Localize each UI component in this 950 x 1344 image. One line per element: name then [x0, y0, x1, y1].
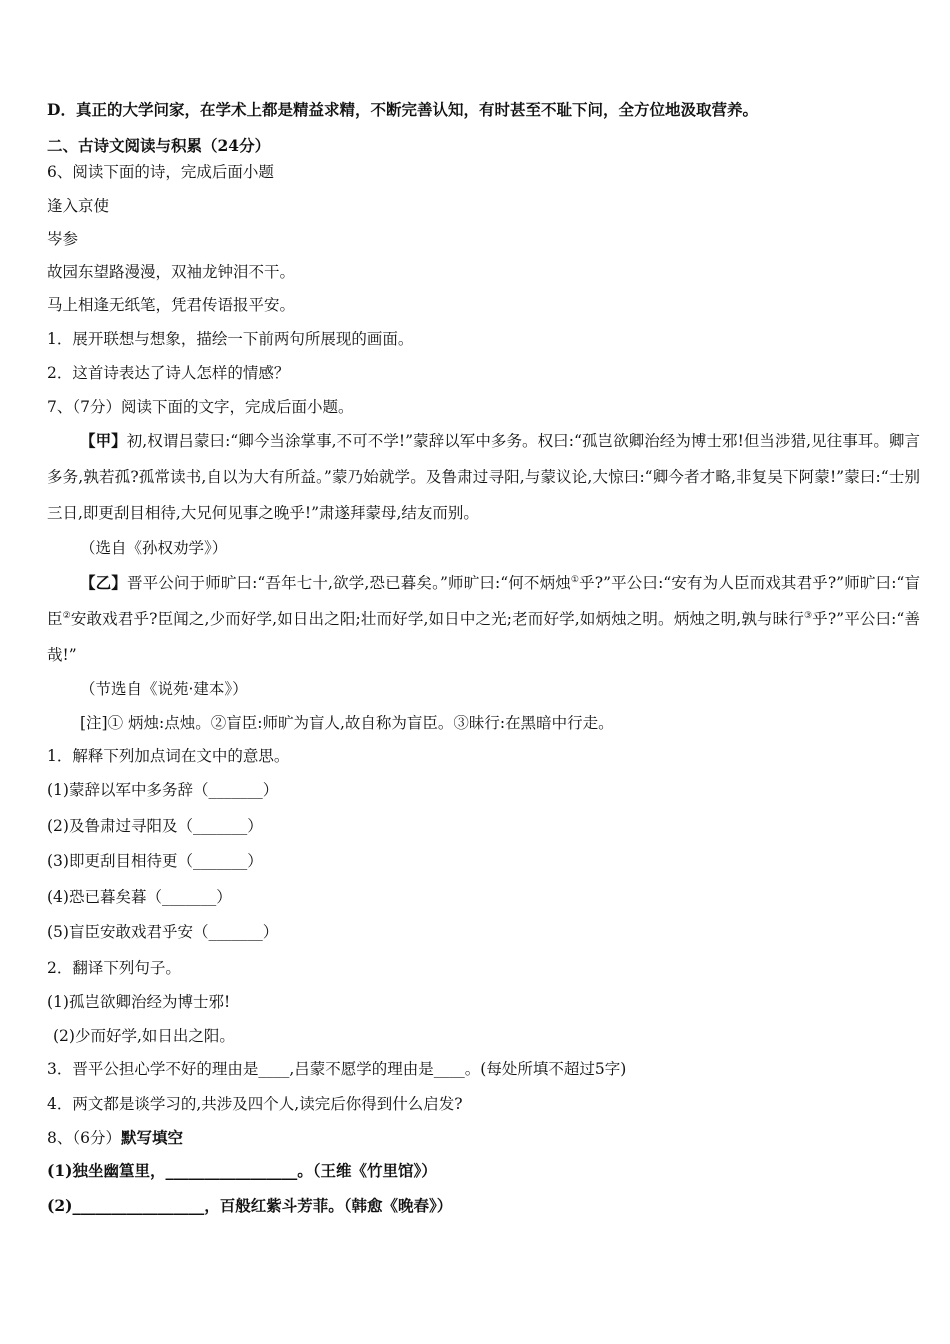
q7-item-3: (3)即更刮目相待更（_______） [47, 852, 263, 870]
footnote-2: ② [62, 611, 71, 621]
jia-label: 【甲】 [80, 431, 127, 450]
yi-text-b: 乎?”平公曰:“安有为人臣而戏其君乎?”师旷曰:“盲臣 [47, 574, 920, 628]
yi-text-d: 乎?”平公曰:“善哉!” [47, 610, 920, 664]
yi-label: 【乙】 [80, 573, 127, 592]
q8-intro-num: 8、（6分） [47, 1129, 121, 1147]
q7-sub3: 3．晋平公担心学不好的理由是____,吕蒙不愿学的理由是____。(每处所填不超过5字) [47, 1060, 627, 1078]
poem-title: 逢入京使 [47, 197, 110, 215]
q8-item-2 [47, 1195, 920, 1217]
poem-author: 岑参 [47, 230, 79, 248]
q7-sub4: 4．两文都是谈学习的,共涉及四个人,读完后你得到什么启发? [47, 1095, 463, 1113]
q7-intro: 7、（7分）阅读下面的文字，完成后面小题。 [47, 398, 354, 416]
q7-note: [注]① 炳烛:点烛。②盲臣:师旷为盲人,故自称为盲臣。③昧行:在黑暗中行走。 [80, 714, 614, 732]
poem-line-2: 马上相逢无纸笔，凭君传语报平安。 [47, 296, 296, 314]
passage-jia [47, 423, 920, 531]
poem-line-1: 故园东望路漫漫，双袖龙钟泪不干。 [47, 263, 296, 281]
q6-intro: 6、阅读下面的诗，完成后面小题 [47, 163, 274, 181]
jia-source: （选自《孙权劝学》） [80, 539, 228, 557]
yi-source: （节选自《说苑·建本》） [80, 680, 248, 698]
footnote-1: ① [570, 575, 580, 585]
q8-item-2-blank[interactable]: _________________ [72, 1196, 205, 1215]
q7-item-5: (5)盲臣安敢戏君乎安（_______） [47, 923, 279, 941]
q8-item-1 [47, 1160, 920, 1182]
q6-sub1: 1．展开联想与想象，描绘一下前两句所展现的画面。 [47, 330, 414, 348]
q7-sub2: 2．翻译下列句子。 [47, 959, 181, 977]
q8-item-1-end: 。（王维《竹里馆》） [297, 1161, 437, 1180]
q7-item-2: (2)及鲁肃过寻阳及（_______） [47, 817, 263, 835]
q7-item-1: (1)蒙辞以军中多务辞（_______） [47, 781, 279, 799]
q7-item-4: (4)恐已暮矣暮（_______） [47, 888, 232, 906]
q6-sub2: 2．这首诗表达了诗人怎样的情感？ [47, 364, 290, 382]
q7-trans-1: (1)孤岂欲卿治经为博士邪! [47, 993, 231, 1011]
q8-intro-title: 默写填空 [120, 1128, 183, 1147]
q8-item-2-end: ，百般红紫斗芳菲。（韩愈《晚春》） [204, 1196, 453, 1215]
q7-sub1: 1．解释下列加点词在文中的意思。 [47, 747, 290, 765]
q7-trans-2: (2)少而好学,如日出之阳。 [53, 1027, 235, 1045]
option-d: D．真正的大学问家，在学术上都是精益求精，不断完善认知，有时甚至不耻下问，全方位地汲取营养。 [47, 100, 758, 119]
passage-yi [47, 565, 920, 673]
q8-item-2-start: (2) [47, 1196, 73, 1215]
q8-item-1-blank[interactable]: _________________ [165, 1161, 298, 1180]
q8-intro [47, 1127, 920, 1149]
yi-text-c: 安敢戏君乎?臣闻之,少而好学,如日出之阳;壮而好学,如日中之光;老而好学,如炳烛之明。炳烛之明,孰与昧行 [70, 610, 804, 628]
section-2-title: 二、古诗文阅读与积累（24分） [47, 136, 271, 155]
jia-text: 初,权谓吕蒙曰:“卿今当涂掌事,不可不学!”蒙辞以军中多务。权曰:“孤岂欲卿治经为博士邪!但当涉猎,见往事耳。卿言多务,孰若孤?孤常读书,自以为大有所益。”蒙乃始就学。及鲁肃过寻阳,与蒙议论,大惊曰:“卿今者才略,非复吴下阿蒙!”蒙曰:“士别三日,即更刮目相待,大兄何见事之晚乎!”肃遂拜蒙母,结友而别。 [47, 432, 920, 522]
yi-text-a: 晋平公问于师旷曰:“吾年七十,欲学,恐已暮矣。”师旷曰:“何不炳烛 [126, 574, 571, 592]
footnote-3: ③ [803, 611, 813, 621]
q8-item-1-start: (1)独坐幽篁里， [47, 1161, 166, 1180]
